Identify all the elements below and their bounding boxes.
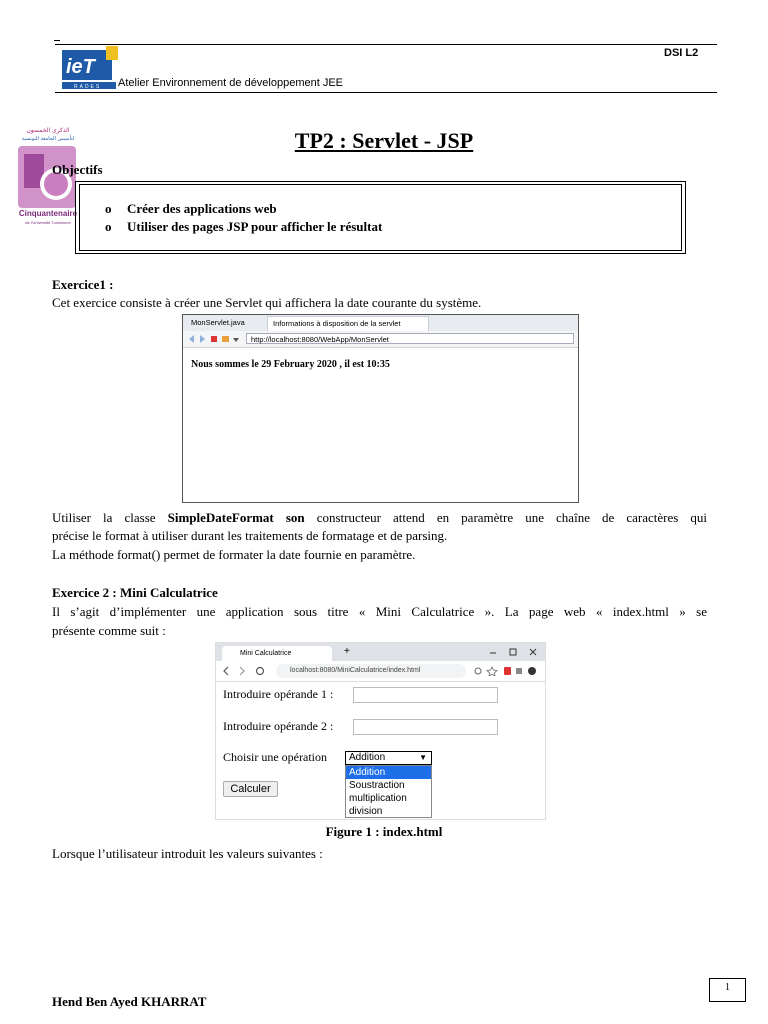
operation-label: Choisir une opération [223,750,327,764]
option-multiplication[interactable]: multiplication [349,793,407,804]
author-footer: Hend Ben Ayed KHARRAT [52,994,207,1009]
calculatrice-url-bar: localhost:8080/MiniCalculatrice/index.html [276,664,466,678]
operande2-input[interactable] [353,719,498,735]
svg-text:RADES: RADES [74,84,102,90]
dropdown-arrow-icon: ▼ [419,753,427,762]
option-addition[interactable]: Addition [346,766,431,779]
objectif-item: o Créer des applications web [105,201,277,216]
option-division[interactable]: division [349,806,383,817]
browser-tabbar [183,315,578,332]
figure-caption: Figure 1 : index.html [325,824,443,839]
exercice1-intro: Cet exercice consiste à créer une Servlet qui affichera la date courante du système. [52,295,482,310]
tab-servlet-info: Informations à disposition de la servlet [267,316,429,331]
servlet-screenshot [182,314,579,503]
browser-tabbar [216,643,545,661]
exercice1-para2: précise le format à utiliser durant les traitements de formatage et de parsing. [52,528,448,543]
nav-arrows-icon [222,666,272,676]
iset-logo [60,46,118,90]
operande1-input[interactable] [353,687,498,703]
objectifs-box-inner [79,184,682,251]
browser-toolbar-icons [474,666,544,676]
exercice1-para3: La méthode format() permet de formater la date fournie en paramètre. [52,547,416,562]
operation-select[interactable]: Addition ▼ [345,751,432,765]
option-soustraction[interactable]: Soustraction [349,780,405,791]
objectifs-label: Objectifs [52,162,103,177]
servlet-output: Nous sommes le 29 February 2020 , il est 10:35 [191,359,390,370]
svg-text:de l'Université Tunisienne: de l'Université Tunisienne [25,220,71,225]
calculer-button[interactable]: Calculer [223,781,278,797]
exercice2-heading: Exercice 2 : Mini Calculatrice [52,585,218,600]
exercice2-line2: présente comme suit : [52,623,166,638]
operande1-label: Introduire opérande 1 : [223,687,334,701]
exercice2-after: Lorsque l’utilisateur introduit les valeurs suivantes : [52,846,323,861]
bullet-icon: o [105,219,112,234]
svg-text:لتأسيس الجامعة التونسية: لتأسيس الجامعة التونسية [21,136,75,142]
nav-buttons-icon [187,334,243,344]
new-tab-icon: + [344,646,350,657]
exercice1-para1: Utiliser la classe SimpleDateFormat son constructeur attend en paramètre une chaîne de caractères qui [52,510,707,525]
window-controls-icon [486,647,544,657]
tab-monservlet-java: MonServlet.java [186,316,274,330]
header-dash [54,40,60,41]
operation-options-list [345,765,432,818]
calculatrice-screenshot [215,642,546,820]
operande2-label: Introduire opérande 2 : [223,719,334,733]
browser-navbar [183,331,578,348]
svg-text:Cinquantenaire: Cinquantenaire [18,209,78,218]
page-number: 1 [709,978,746,1002]
exercice1-heading: Exercice1 : [52,277,114,292]
svg-text:الذكرى الخمسون: الذكرى الخمسون [26,127,70,134]
exercice2-line1: Il s’agit d’implémenter une application sous titre « Mini Calculatrice ». La page web « index.html » se [52,604,707,619]
header-bottom-rule [55,92,717,93]
svg-text:ieT: ieT [66,56,95,78]
class-label: DSI L2 [664,47,699,59]
bullet-icon: o [105,201,112,216]
tab-mini-calculatrice: Mini Calculatrice [222,646,332,661]
header-top-rule [55,44,717,45]
page-title: TP2 : Servlet - JSP [294,128,474,153]
objectif-item: o Utiliser des pages JSP pour afficher le résultat [105,219,383,234]
course-title: Atelier Environnement de développement JEE [118,77,344,89]
servlet-url-bar: http://localhost:8080/WebApp/MonServlet [246,333,574,344]
browser-navbar [216,661,545,682]
